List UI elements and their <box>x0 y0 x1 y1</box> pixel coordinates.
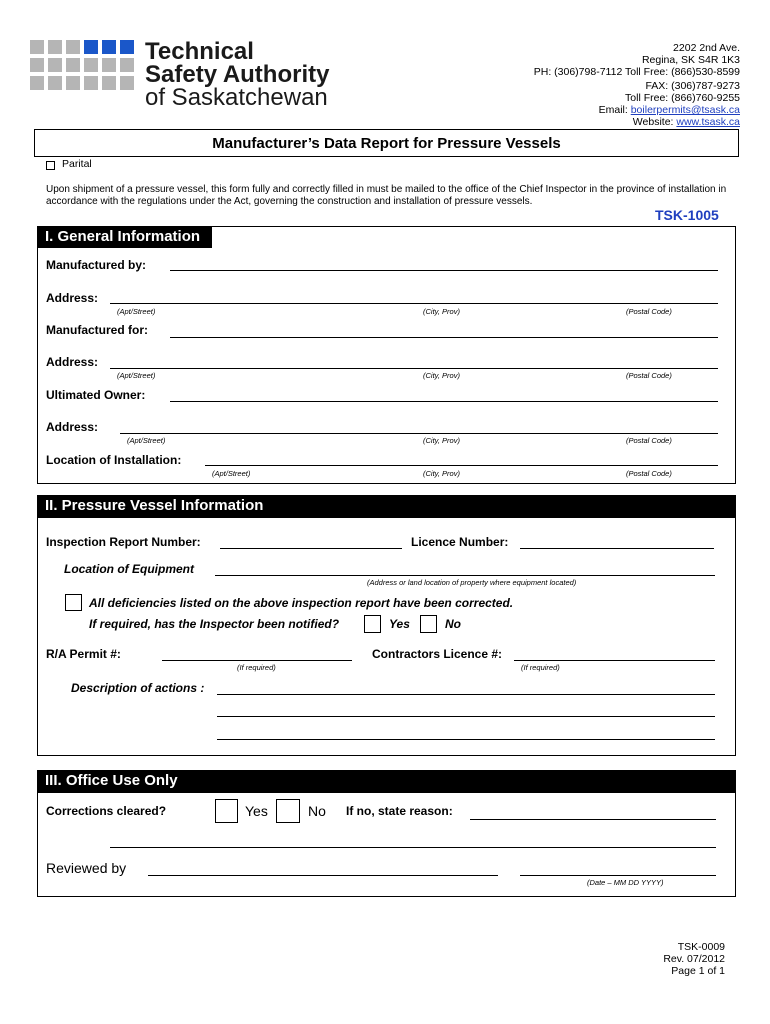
contractors-licence-line[interactable] <box>514 660 715 661</box>
ra-permit-line[interactable] <box>162 660 352 661</box>
description-label: Description of actions : <box>71 681 205 695</box>
section2-heading: II. Pressure Vessel Information <box>37 495 736 518</box>
address1-hint-street: (Apt/Street) <box>117 307 156 316</box>
description-line-2[interactable] <box>217 716 715 717</box>
manufactured-by-label: Manufactured by: <box>46 258 147 272</box>
tsa-logo-mark <box>30 40 134 104</box>
address1-hint-postal: (Postal Code) <box>626 307 672 316</box>
if-no-reason-label: If no, state reason: <box>346 804 453 818</box>
website-label: Website: <box>632 116 674 128</box>
instructions-text: Upon shipment of a pressure vessel, this form fully and correctly filled in must be mailed to the office of the Chief Inspector in the province of installation in accordance with the regulations under the Act, governing the construction and installation of pressure vessels. <box>46 184 727 207</box>
licence-number-label: Licence Number: <box>411 535 509 549</box>
email-link[interactable]: boilerpermits@tsask.ca <box>630 104 740 116</box>
inspector-yes-checkbox[interactable] <box>364 615 381 633</box>
ultimate-owner-label: Ultimated Owner: <box>46 388 146 402</box>
corrections-yes-label: Yes <box>245 803 268 819</box>
address2-line[interactable] <box>110 368 718 369</box>
tollfree-number: Toll Free: (866)760-9255 <box>625 92 740 104</box>
address2-label: Address: <box>46 355 99 369</box>
ultimate-owner-line[interactable] <box>170 401 718 402</box>
title-box <box>34 129 739 157</box>
address3-label: Address: <box>46 420 99 434</box>
inspector-no-checkbox[interactable] <box>420 615 437 633</box>
inspector-no-label: No <box>445 617 461 631</box>
inspector-notified-text: If required, has the Inspector been notified? <box>89 617 340 631</box>
logo-text-line3: of Saskatchewan <box>145 84 328 111</box>
form-code: TSK-1005 <box>655 207 719 223</box>
reason-line-2[interactable] <box>110 847 716 848</box>
address3-hint-postal: (Postal Code) <box>626 436 672 445</box>
location-equipment-line[interactable] <box>215 575 715 576</box>
inspection-report-label: Inspection Report Number: <box>46 535 201 549</box>
location-hint-street: (Apt/Street) <box>212 469 251 478</box>
manufactured-by-line[interactable] <box>170 270 718 271</box>
deficiencies-text: All deficiencies listed on the above inspection report have been corrected. <box>89 596 514 610</box>
location-installation-label: Location of Installation: <box>46 453 182 467</box>
section3-heading: III. Office Use Only <box>37 770 736 793</box>
inspector-yes-label: Yes <box>389 617 410 631</box>
address1-label: Address: <box>46 291 99 305</box>
address3-line[interactable] <box>120 433 718 434</box>
corrections-no-checkbox[interactable] <box>276 799 300 823</box>
footer-page: Page 1 of 1 <box>671 965 725 977</box>
corrections-cleared-label: Corrections cleared? <box>46 804 167 818</box>
address1-line[interactable] <box>110 303 718 304</box>
page-title: Manufacturer’s Data Report for Pressure Vessels <box>212 135 561 152</box>
corrections-no-label: No <box>308 803 326 819</box>
review-date-hint: (Date – MM DD YYYY) <box>587 878 664 887</box>
address1-hint-city: (City, Prov) <box>423 307 460 316</box>
ra-permit-label: R/A Permit #: <box>46 647 121 661</box>
phone-number: PH: (306)798-7112 Toll Free: (866)530-8599 <box>533 66 740 78</box>
corrections-yes-checkbox[interactable] <box>215 799 238 823</box>
if-no-reason-line[interactable] <box>470 819 716 820</box>
address2-hint-city: (City, Prov) <box>423 371 460 380</box>
address2-hint-postal: (Postal Code) <box>626 371 672 380</box>
manufactured-for-line[interactable] <box>170 337 718 338</box>
inspection-report-line[interactable] <box>220 548 402 549</box>
reviewed-by-line[interactable] <box>148 875 498 876</box>
address3-hint-street: (Apt/Street) <box>127 436 166 445</box>
partial-label: Parital <box>62 158 92 170</box>
location-hint-city: (City, Prov) <box>423 469 460 478</box>
logo-text-line2: Safety Authority <box>145 61 330 88</box>
email-label: Email: <box>598 104 628 116</box>
location-equipment-label: Location of Equipment <box>64 562 194 576</box>
deficiencies-checkbox[interactable] <box>65 594 82 611</box>
manufactured-for-label: Manufactured for: <box>46 323 148 337</box>
address-city: Regina, SK S4R 1K3 <box>641 54 740 66</box>
website-line <box>633 117 740 129</box>
ra-permit-hint: (If required) <box>237 663 276 672</box>
logo-text-line1: Technical <box>145 38 254 65</box>
review-date-line[interactable] <box>520 875 716 876</box>
licence-number-line[interactable] <box>520 548 714 549</box>
contractors-licence-hint: (If required) <box>521 663 560 672</box>
address3-hint-city: (City, Prov) <box>423 436 460 445</box>
location-equipment-hint: (Address or land location of property where equipment located) <box>367 578 577 587</box>
website-link[interactable]: www.tsask.ca <box>676 116 740 128</box>
contractors-licence-label: Contractors Licence #: <box>372 647 503 661</box>
description-line-3[interactable] <box>217 739 715 740</box>
footer-revision: Rev. 07/2012 <box>663 953 725 965</box>
description-line-1[interactable] <box>217 694 715 695</box>
reviewed-by-label: Reviewed by <box>46 860 127 876</box>
location-hint-postal: (Postal Code) <box>626 469 672 478</box>
fax-number: FAX: (306)787-9273 <box>645 80 740 92</box>
footer-form-id: TSK-0009 <box>677 941 725 953</box>
address-street: 2202 2nd Ave. <box>673 42 740 54</box>
address2-hint-street: (Apt/Street) <box>117 371 156 380</box>
section1-heading: I. General Information <box>37 226 212 248</box>
partial-checkbox[interactable] <box>46 161 55 170</box>
email-line <box>599 105 740 117</box>
location-installation-line[interactable] <box>205 465 718 466</box>
